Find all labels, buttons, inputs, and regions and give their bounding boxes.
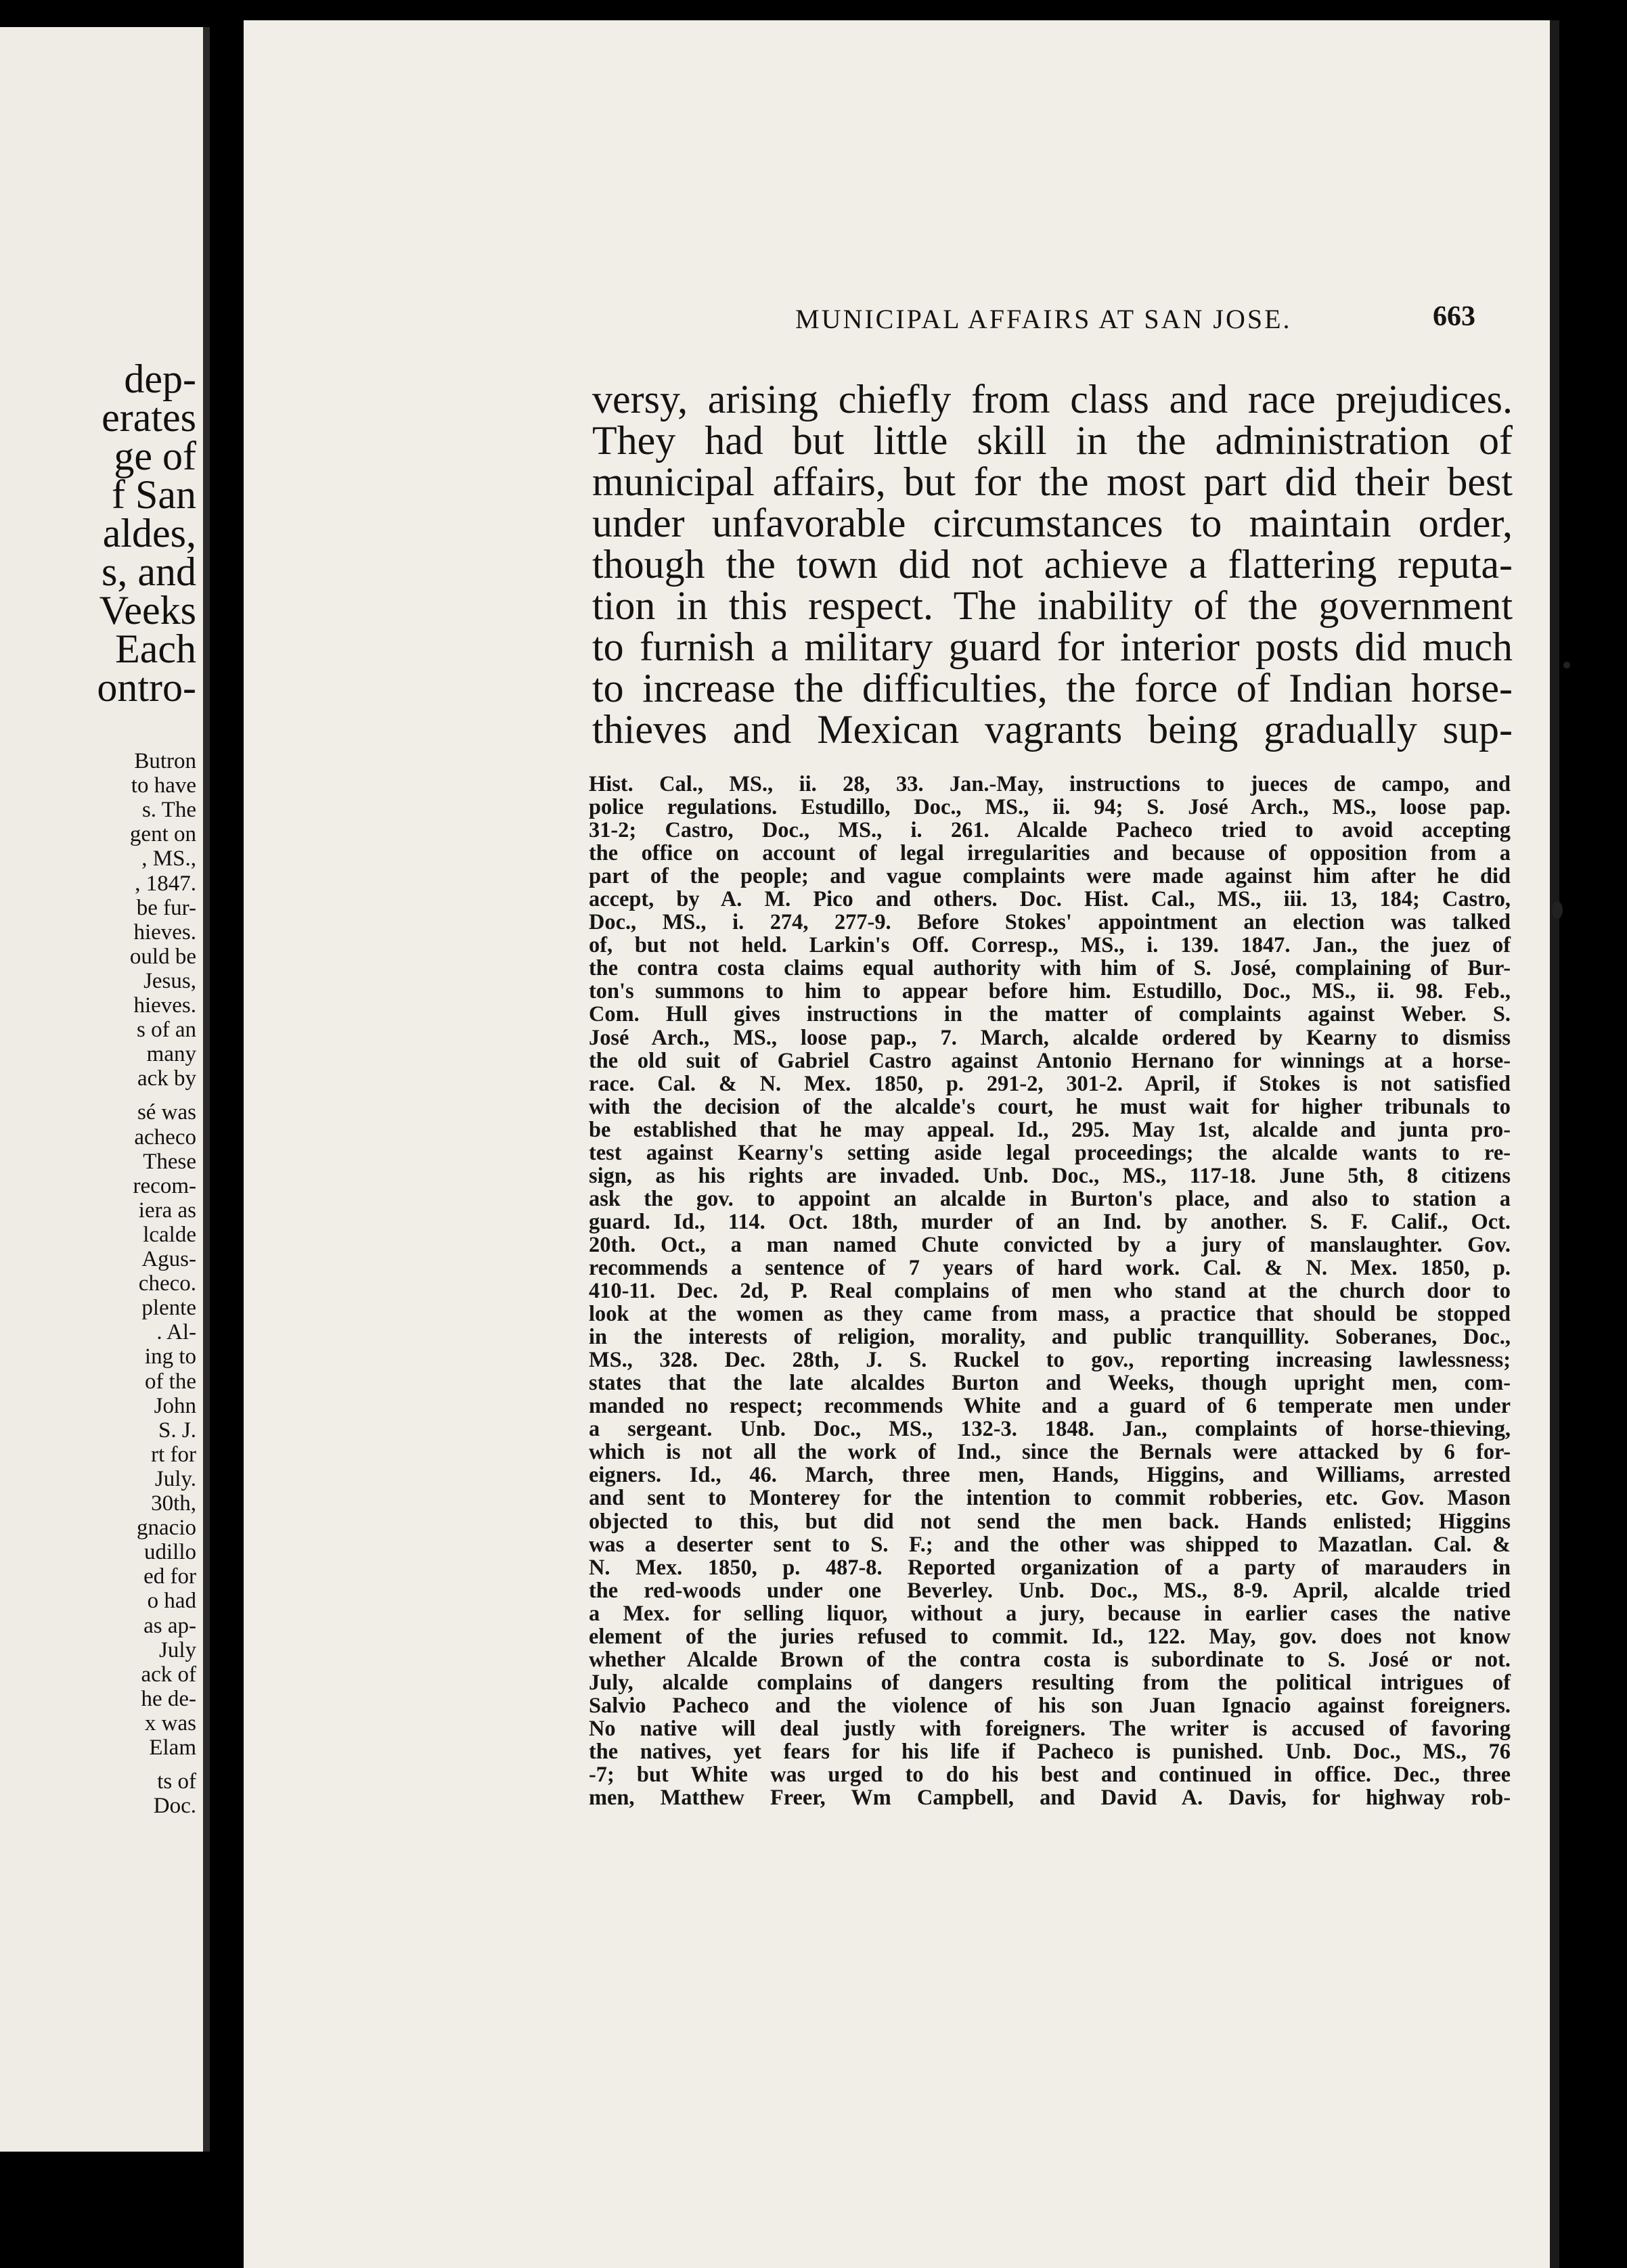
facing-page-line: July. [154,1466,196,1491]
footnote-line: whether Alcalde Brown of the contra costa is subordinate to S. José or not. [589,1647,1511,1672]
facing-page-line: ge of [114,434,196,478]
facing-page-line: . Al- [156,1320,196,1345]
body-line: They had but little skill in the administration of [592,418,1513,463]
facing-page-line: plente [141,1296,196,1321]
footnote-line: Doc., MS., i. 274, 277-9. Before Stokes' appointment an election was talked [589,910,1511,935]
body-line: under unfavorable circumstances to maintain order, [592,501,1513,545]
facing-page-line: many [146,1042,196,1067]
facing-page-line: John [154,1393,196,1418]
footnote-line: part of the people; and vague complaints were made against him after he did [589,864,1511,889]
facing-page-line: o had [147,1589,196,1614]
body-line: thieves and Mexican vagrants being gradually sup- [592,707,1513,752]
facing-page-line: These [143,1149,196,1174]
footnote-line: be established that he may appeal. Id., 295. May 1st, alcalde and junta pro- [589,1117,1511,1142]
footnote-line: N. Mex. 1850, p. 487-8. Reported organization of a party of marauders in [589,1555,1511,1580]
facing-page-line: 30th, [151,1491,196,1516]
facing-page-line: rt for [151,1442,196,1467]
footnote-line: a sergeant. Unb. Doc., MS., 132-3. 1848. Jan., complaints of horse-thieving, [589,1417,1511,1442]
facing-page-line: S. J. [158,1418,196,1443]
footnote-line: with the decision of the alcalde's court, he must wait for higher tribunals to [589,1094,1511,1119]
ink-speck [1552,901,1563,919]
footnote-line: test against Kearny's setting aside legal proceedings; the alcalde wants to re- [589,1140,1511,1165]
facing-page-line: udillo [143,1540,196,1565]
footnote-line: accept, by A. M. Pico and others. Doc. Hist. Cal., MS., iii. 13, 184; Castro, [589,887,1511,912]
footnote-line: Salvio Pacheco and the violence of his son Juan Ignacio against foreigners. [589,1693,1511,1718]
facing-page-fragment [0,27,210,2152]
facing-page-line: x was [144,1710,196,1736]
body-paragraph [592,379,1513,750]
footnote-line: Com. Hull gives instructions in the matter of complaints against Weber. S. [589,1002,1511,1027]
facing-page-line: as ap- [143,1613,196,1638]
facing-page-line: s. The [141,798,196,823]
footnote-line: 31-2; Castro, Doc., MS., i. 261. Alcalde Pacheco tried to avoid accepting [589,818,1511,843]
footnote-line: 410-11. Dec. 2d, P. Real complains of men who stand at the church door to [589,1279,1511,1304]
footnote-line: the contra costa claims equal authority with him of S. José, complaining of Bur- [589,956,1511,981]
book-page [244,20,1559,2268]
facing-page-line: of the [144,1369,196,1394]
running-head: MUNICIPAL AFFAIRS AT SAN JOSE. [795,304,1292,334]
facing-page-line: Butron [134,749,196,773]
facing-page-line: acheco [134,1125,196,1150]
footnote-line: the old suit of Gabriel Castro against Antonio Hernano for winnings at a horse- [589,1048,1511,1073]
facing-page-line: hieves. [133,993,196,1018]
facing-page-line: iera as [138,1198,196,1223]
facing-page-line: dep- [124,357,196,401]
footnote-line: the office on account of legal irregularities and because of opposition from a [589,841,1511,866]
facing-page-line: f San [112,472,196,517]
facing-page-line: gnacio [137,1516,196,1541]
footnote-line: of, but not held. Larkin's Off. Corresp., MS., i. 139. 1847. Jan., the juez of [589,933,1511,958]
facing-page-line: hieves. [133,920,196,945]
facing-page-line: ontro- [97,665,196,710]
footnote-line: objected to this, but did not send the men back. Hands enlisted; Higgins [589,1509,1511,1534]
footnote-line: police regulations. Estudillo, Doc., MS., ii. 94; S. José Arch., MS., loose pap. [589,795,1511,820]
facing-page-line: Veeks [99,588,196,633]
body-line: to increase the difficulties, the force of Indian horse- [592,666,1513,710]
footnote-line: ton's summons to him to appear before him. Estudillo, Doc., MS., ii. 98. Feb., [589,979,1511,1004]
page-number: 663 [1433,301,1475,332]
facing-page-line: ould be [129,944,196,969]
facing-page-line: July [158,1637,196,1662]
facing-page-line: he de- [141,1686,196,1711]
footnote-line: which is not all the work of Ind., since the Bernals were attacked by 6 for- [589,1440,1511,1465]
footnote-line: 20th. Oct., a man named Chute convicted by a jury of manslaughter. Gov. [589,1232,1511,1257]
page-header [548,292,1475,340]
facing-page-line: , 1847. [135,871,196,896]
facing-page-line: Doc. [153,1794,196,1819]
facing-page-line: gent on [129,822,196,847]
facing-page-line: s of an [137,1018,196,1043]
facing-page-line: to have [131,773,196,798]
facing-page-line: erates [102,395,196,440]
facing-page-line: recom- [133,1173,196,1198]
footnote-line: the natives, yet fears for his life if Pacheco is punished. Unb. Doc., MS., 76 [589,1739,1511,1764]
facing-page-line: ing to [144,1344,196,1369]
footnote-line: manded no respect; recommends White and a guard of 6 temperate men under [589,1394,1511,1419]
facing-page-line: ed for [143,1564,196,1589]
body-line: municipal affairs, but for the most part did their best [592,459,1513,504]
facing-page-line: be fur- [136,895,196,920]
footnote-line: No native will deal justly with foreigners. The writer is accused of favoring [589,1716,1511,1741]
footnote-line: July, alcalde complains of dangers resulting from the political intrigues of [589,1670,1511,1695]
footnote-line: recommends a sentence of 7 years of hard work. Cal. & N. Mex. 1850, p. [589,1255,1511,1280]
ink-speck [1563,662,1570,668]
body-line: to furnish a military guard for interior posts did much [592,625,1513,669]
body-line: tion in this respect. The inability of the government [592,583,1513,628]
facing-page-line: checo. [138,1271,196,1296]
footnote-line: a Mex. for selling liquor, without a jury, because in earlier cases the native [589,1601,1511,1626]
facing-page-line: Each [115,627,196,671]
facing-page-line: Agus- [141,1247,196,1271]
footnote-line: José Arch., MS., loose pap., 7. March, alcalde ordered by Kearny to dismiss [589,1025,1511,1050]
facing-page-line: ack of [141,1662,196,1687]
footnote-line: guard. Id., 114. Oct. 18th, murder of an Ind. by another. S. F. Calif., Oct. [589,1209,1511,1234]
facing-page-line: ack by [137,1066,196,1091]
footnote-line: the red-woods under one Beverley. Unb. Doc., MS., 8-9. April, alcalde tried [589,1578,1511,1603]
facing-page-line: s, and [102,549,196,594]
footnote-line: states that the late alcaldes Burton and Weeks, though upright men, com- [589,1371,1511,1396]
footnote-line: ask the gov. to appoint an alcalde in Burton's place, and also to station a [589,1186,1511,1211]
footnote-line: -7; but White was urged to do his best and continued in office. Dec., three [589,1763,1511,1788]
footnote-line: MS., 328. Dec. 28th, J. S. Ruckel to gov., reporting increasing lawlessness; [589,1348,1511,1373]
footnote-line: look at the women as they came from mass, a practice that should be stopped [589,1302,1511,1327]
footnote-line: in the interests of religion, morality, and public tranquillity. Soberanes, Doc., [589,1325,1511,1350]
facing-page-line: aldes, [102,511,196,555]
footnote-line: Hist. Cal., MS., ii. 28, 33. Jan.-May, instructions to jueces de campo, and [589,772,1511,796]
footnote-block [589,773,1511,1809]
footnote-line: and sent to Monterey for the intention to commit robberies, etc. Gov. Mason [589,1486,1511,1511]
facing-page-line: sé was [137,1100,196,1125]
facing-page-line: Elam [149,1736,196,1760]
footnote-line: sign, as his rights are invaded. Unb. Doc., MS., 117-18. June 5th, 8 citizens [589,1163,1511,1188]
footnote-line: element of the juries refused to commit. Id., 122. May, gov. does not know [589,1624,1511,1649]
footnote-line: men, Matthew Freer, Wm Campbell, and David A. Davis, for highway rob- [589,1786,1511,1811]
facing-page-line: lcalde [143,1222,196,1247]
footnote-line: race. Cal. & N. Mex. 1850, p. 291-2, 301-2. April, if Stokes is not satisfied [589,1071,1511,1096]
footnote-line: was a deserter sent to S. F.; and the other was shipped to Mazatlan. Cal. & [589,1532,1511,1557]
body-line: though the town did not achieve a flattering reputa- [592,542,1513,587]
footnote-line: eigners. Id., 46. March, three men, Hands, Higgins, and Williams, arrested [589,1463,1511,1488]
body-line: versy, arising chiefly from class and race prejudices. [592,377,1513,422]
facing-page-line: Jesus, [143,968,196,993]
facing-page-line: ts of [157,1769,196,1794]
facing-page-line: , MS., [141,846,196,871]
